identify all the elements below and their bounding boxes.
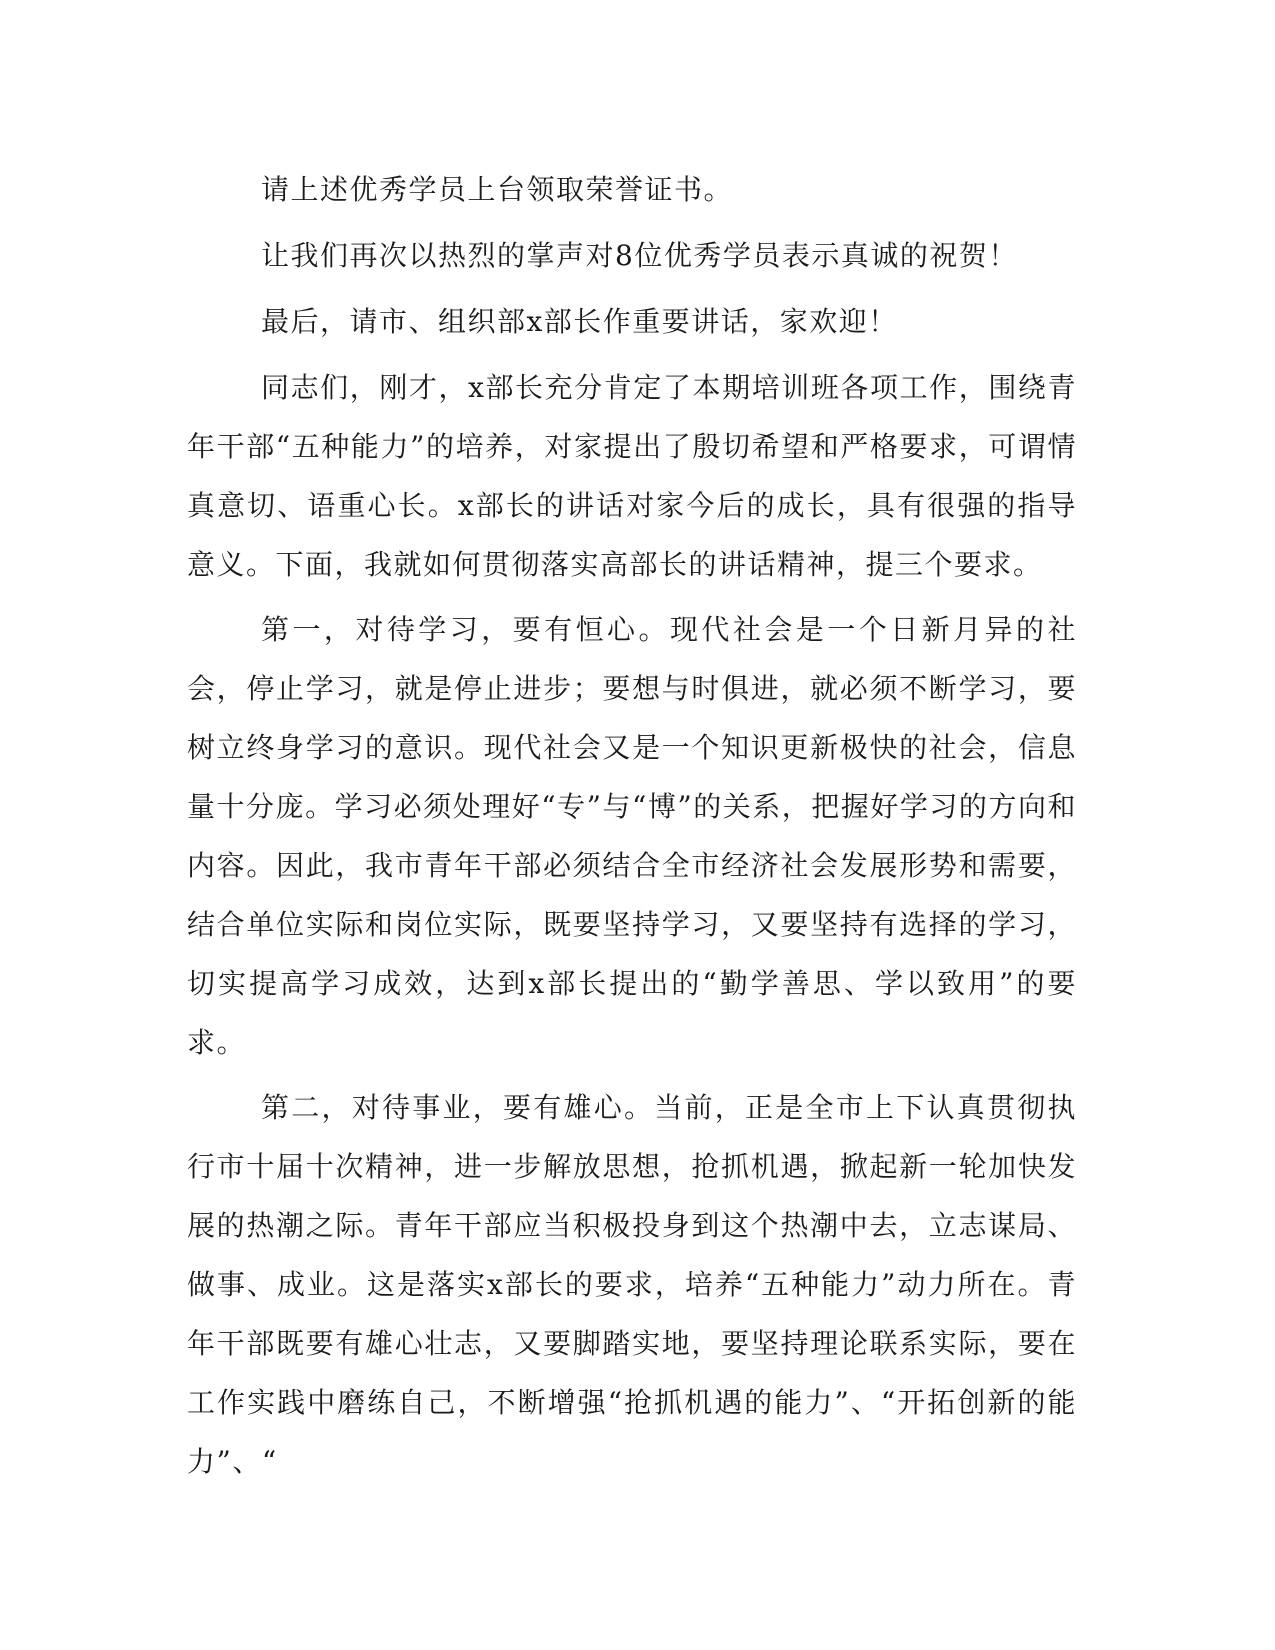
paragraph-3: 最后，请市、组织部x部长作重要讲话，家欢迎！	[261, 305, 898, 338]
paragraph-1: 请上述优秀学员上台领取荣誉证书。	[261, 173, 734, 206]
paragraph-2: 让我们再次以热烈的掌声对8位优秀学员表示真诚的祝贺！	[261, 239, 1018, 272]
paragraph-5: 第一，对待学习，要有恒心。现代社会是一个日新月异的社会，停止学习，就是停止进步；要想与时俱进，就必须不断学习，要树立终身学习的意识。现代社会又是一个知识更新极快的社会，信息量十分庞。学习必须处理好“专”与“博”的关系，把握好学习的方向和内容。因此，我市青年干部必须结合全市经济社会发展形势和需要，结合单位实际和岗位实际，既要坚持学习，又要坚持有选择的学习，切实提高学习成效，达到x部长提出的“勤学善思、学以致用”的要求。	[187, 613, 1077, 1059]
document-body	[187, 160, 1077, 1497]
paragraph-6: 第二，对待事业，要有雄心。当前，正是全市上下认真贯彻执行市十届十次精神，进一步解放思想，抢抓机遇，掀起新一轮加快发展的热潮之际。青年干部应当积极投身到这个热潮中去，立志谋局、做事、成业。这是落实x部长的要求，培养“五种能力”动力所在。青年干部既要有雄心壮志，又要脚踏实地，要坚持理论联系实际，要在工作实践中磨练自己，不断增强“抢抓机遇的能力”、“开拓创新的能力”、“	[187, 1091, 1077, 1478]
paragraph-4: 同志们，刚才，x部长充分肯定了本期培训班各项工作，围绕青年干部“五种能力”的培养，对家提出了殷切希望和严格要求，可谓情真意切、语重心长。x部长的讲话对家今后的成长，具有很强的指导意义。下面，我就如何贯彻落实高部长的讲话精神，提三个要求。	[187, 371, 1077, 581]
